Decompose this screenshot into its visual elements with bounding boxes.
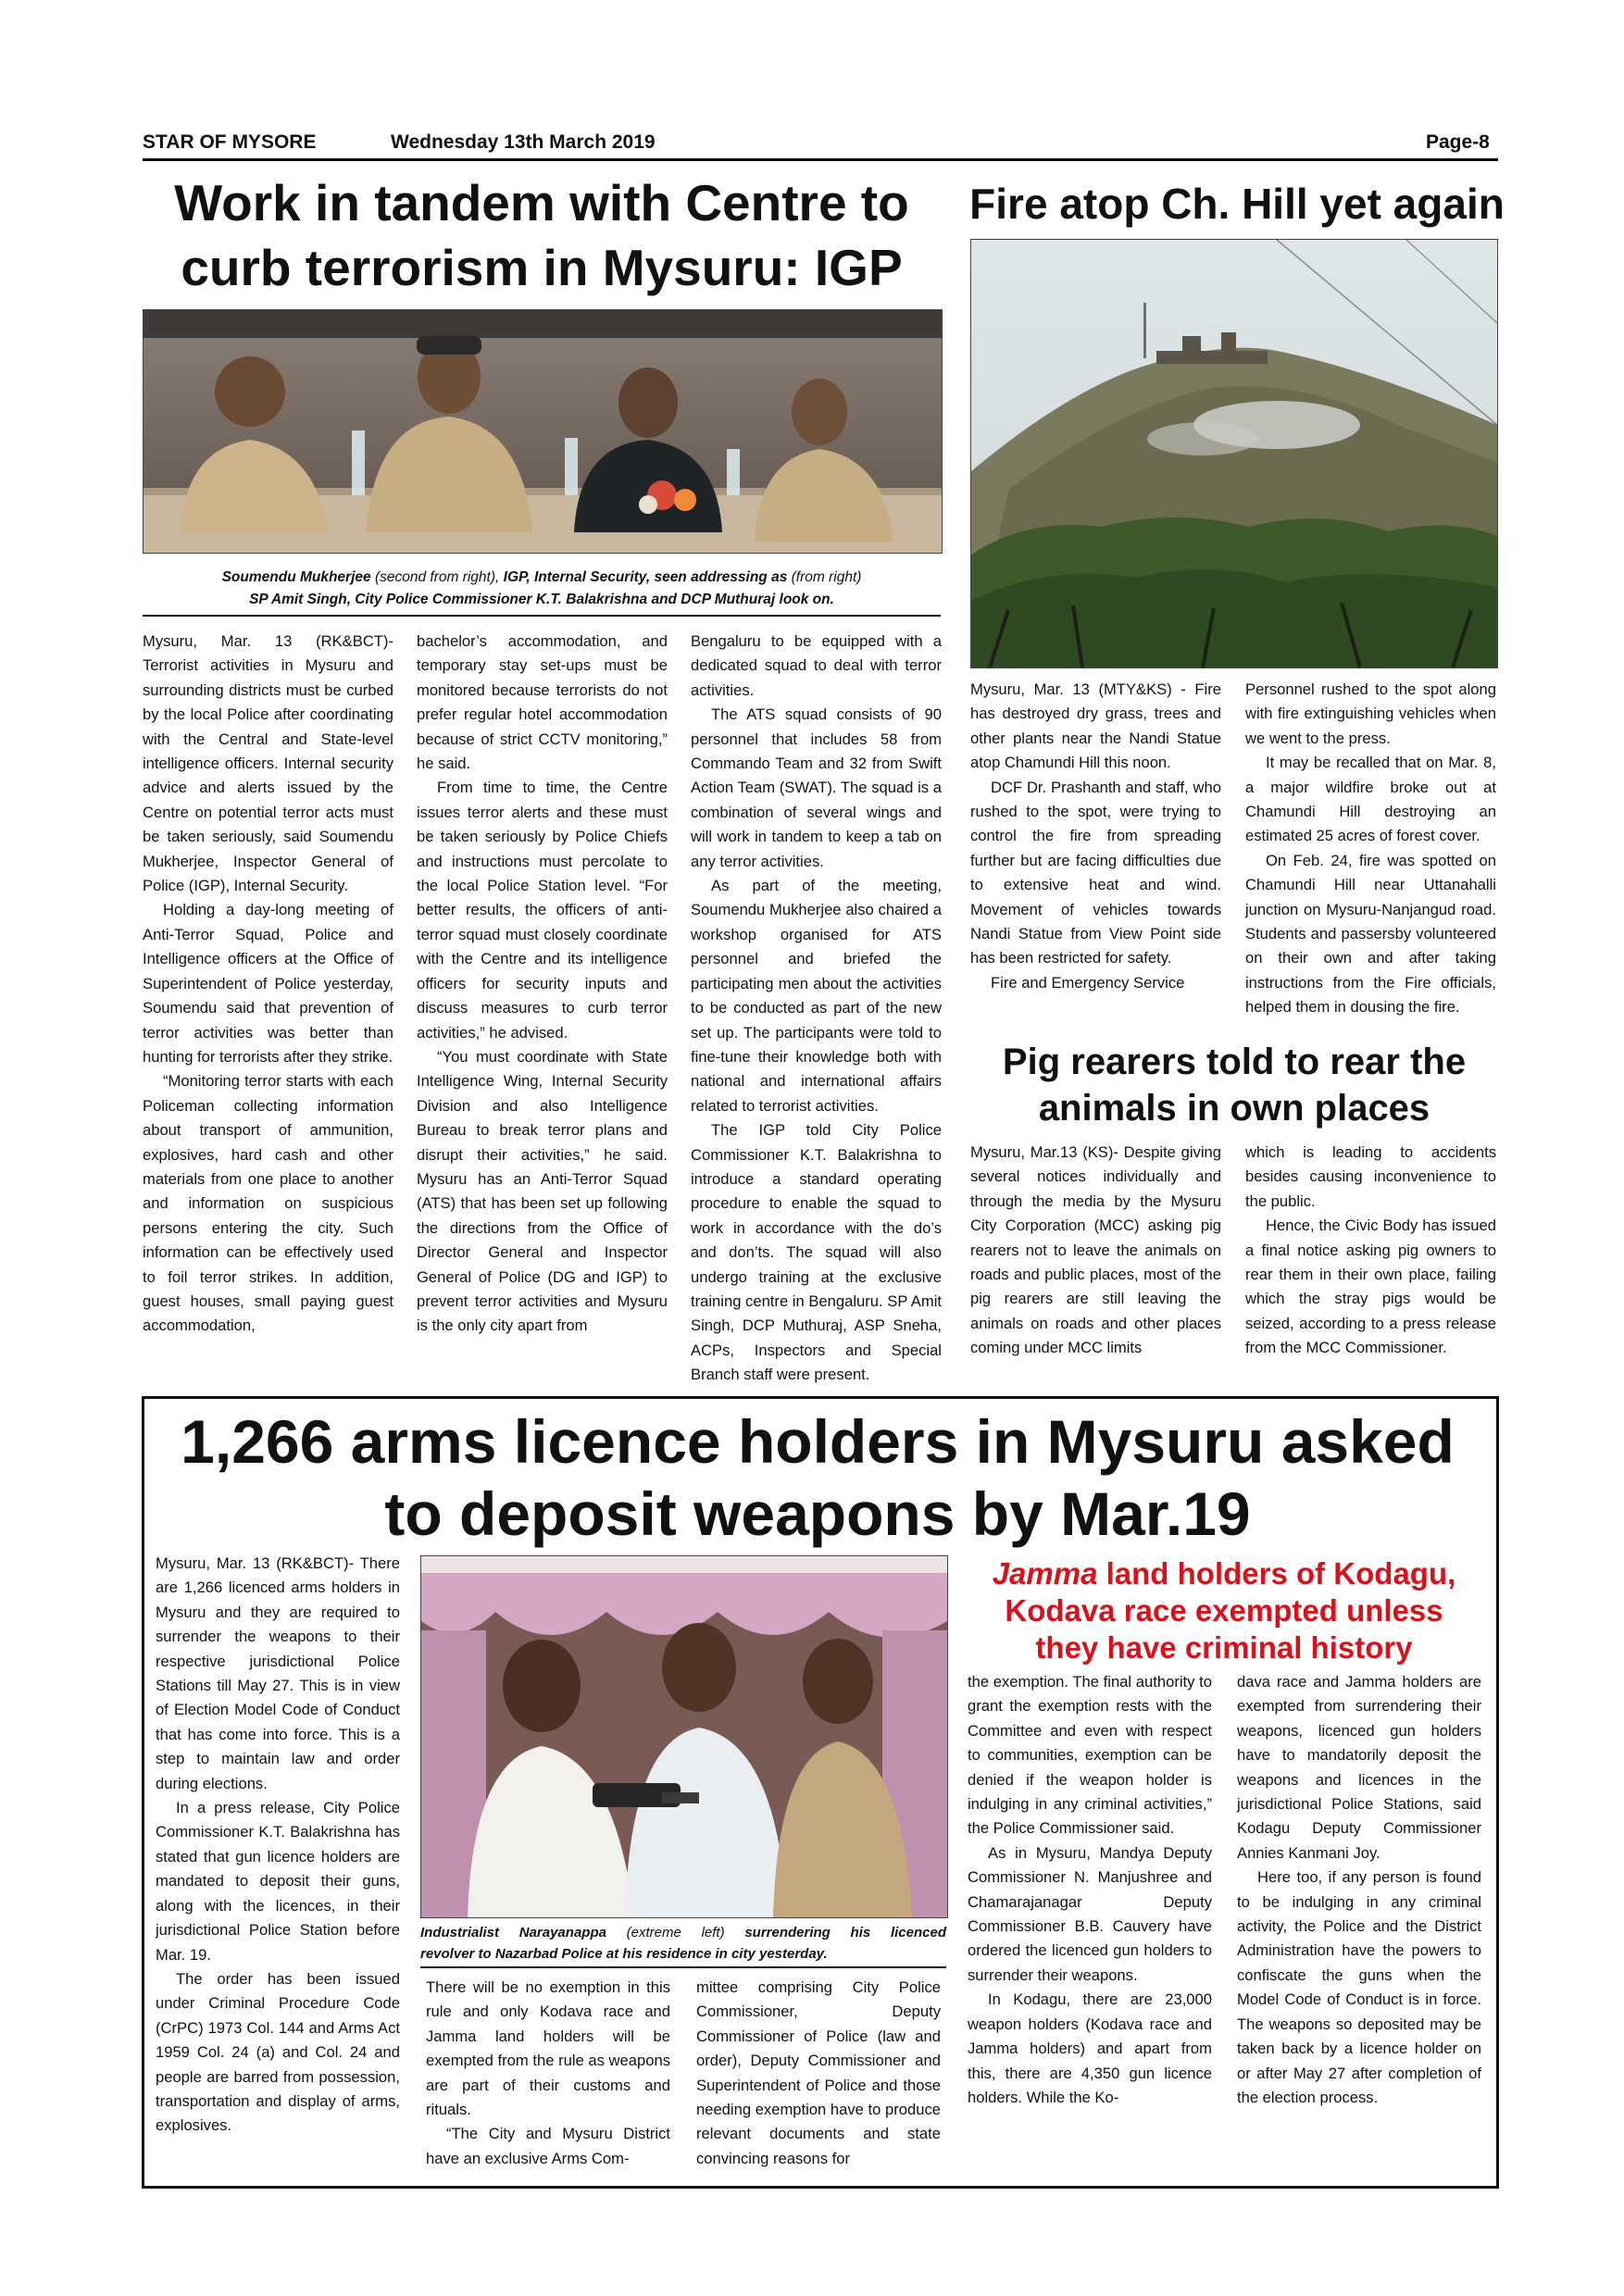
story3-paragraph: which is leading to accidents besides causing inconvenience to the public. (1245, 1143, 1496, 1210)
arms-caption-rule (420, 1966, 946, 1968)
igp-meeting-photo (143, 309, 943, 554)
story1-headline-line1: Work in tandem with Centre to (174, 174, 909, 231)
story2-column-2 (1245, 678, 1496, 1020)
story1-paragraph: “Monitoring terror starts with each Policeman collecting information about transport of ammunition, explosives, hard cash and other materials from one place to another and information on suspicious persons entering the city. Such information can be effectively used to foil terror strikes. In addition, guest houses, small paying guest accommodation, (143, 1072, 394, 1335)
kodagu-sub-headline-line3: they have criminal history (1035, 1630, 1413, 1665)
story4-headline (144, 1405, 1491, 1550)
igp-meeting-photo-art (144, 310, 942, 553)
story4-column-3 (696, 1976, 941, 2171)
caption-role: IGP, Internal Security, seen addressing as (503, 569, 788, 585)
story3-headline-line1: Pig rearers told to rear the (1002, 1042, 1467, 1082)
arms-caption-line2: revolver to Nazarbad Police at his residence in city yesterday. (420, 1946, 828, 1962)
story4-paragraph: dava race and Jamma holders are exempted from surrendering their weapons, licenced gun holders have to mandatorily deposit the weapons and licences in the jurisdictional Police Stations, said Kodagu Deputy Commissioner Annies Kanmani Joy. (1237, 1673, 1481, 1862)
story1-headline (139, 170, 944, 300)
story4-paragraph: There will be no exemption in this rule and only Kodava race and Jamma land holders will be exempted from the rule as weapons are part of their customs and rituals. (426, 1978, 670, 2119)
story1-paragraph: As part of the meeting, Soumendu Mukherjee also chaired a workshop organised for ATS personnel and briefed the participating men about the activities to be conducted as part of the new set up. The participants were told to fine-tune their knowledge both with national and international affairs related to terrorist activities. (691, 877, 942, 1115)
story2-paragraph: Mysuru, Mar. 13 (MTY&KS) - Fire has destroyed dry grass, trees and other plants near the Nandi Statue atop Chamundi Hill this noon. (970, 680, 1221, 772)
story2-paragraph: On Feb. 24, fire was spotted on Chamundi Hill near Uttanahalli junction on Mysuru-Nanjangud road. Students and passersby volunteered on their own and after taking instructions from the Fire officials, helped them in dousing the fire. (1245, 851, 1496, 1017)
story3-headline (968, 1039, 1500, 1131)
story1-paragraph: Mysuru, Mar. 13 (RK&BCT)- Terrorist activities in Mysuru and surrounding districts must be curbed by the local Police after coordinating with the Central and State-level intelligence officers. Internal security advice and alerts issued by the Centre on potential terror acts must be taken seriously, said Soumendu Mukherjee, Inspector General of Police (IGP), Internal Security. (143, 632, 394, 895)
story2-paragraph: Personnel rushed to the spot along with fire extinguishing vehicles when we went to the press. (1245, 680, 1496, 747)
story1-column-1 (143, 630, 394, 1339)
story4-column-4 (968, 1670, 1212, 2110)
caption-rule (143, 615, 941, 617)
story3-paragraph: Hence, the Civic Body has issued a final notice asking pig owners to rear them in their own place, failing which the stray pigs would be seized, according to a press release from the MCC Commissioner. (1245, 1217, 1496, 1357)
kodagu-sub-headline-line2: Kodava race exempted unless (1005, 1593, 1443, 1628)
story1-column-3 (691, 630, 942, 1388)
chamundi-hill-photo-art (971, 240, 1497, 668)
story2-column-1 (970, 678, 1221, 995)
arms-caption-aside: (extreme left) (606, 1925, 745, 1940)
story1-paragraph: From time to time, the Centre issues terror alerts and these must be taken seriously by Police Chiefs and instructions must percolate to the local Police Station level. “For better results, the officers of anti-terror squad must closely coordinate with the Centre and its intelligence officers for security inputs and discuss measures to curb terror activities,” he advised. (417, 779, 668, 1042)
arms-caption-action: surrendering his licenced (744, 1925, 946, 1940)
story4-paragraph: Mysuru, Mar. 13 (RK&BCT)- There are 1,266 licenced arms holders in Mysuru and they are required to surrender the weapons to their respective jurisdictional Police Stations till May 27. This is in view of Election Model Code of Conduct that has come into force. This is a step to maintain law and order during elections. (156, 1554, 400, 1792)
story4-column-2 (426, 1976, 670, 2171)
kodagu-line1-rest: land holders of Kodagu, (1097, 1556, 1456, 1591)
igp-caption-line1 (143, 567, 941, 589)
arms-surrender-photo-art (421, 1556, 947, 1917)
jamma-word: Jamma (992, 1556, 1098, 1591)
story1-headline-line2: curb terrorism in Mysuru: IGP (181, 239, 903, 296)
story3-column-1 (970, 1141, 1221, 1361)
story4-paragraph: In a press release, City Police Commissioner K.T. Balakrishna has stated that gun licence holders are mandated to deposit their guns, along with the licences, in their jurisdictional Police Station before Mar. 19. (156, 1799, 400, 1964)
chamundi-hill-photo (970, 239, 1498, 668)
igp-photo-caption (143, 567, 941, 611)
story4-paragraph: “The City and Mysuru District have an exclusive Arms Com- (426, 2125, 670, 2167)
story1-paragraph: Bengaluru to be equipped with a dedicated squad to deal with terror activities. (691, 632, 942, 699)
story2-paragraph: DCF Dr. Prashanth and staff, who rushed to the spot, were trying to control the fire from spreading further but are facing difficulties due to extensive heat and wind. Movement of vehicles towards Nandi Statue from View Point side has been restricted for safety. (970, 778, 1221, 967)
story3-paragraph: Mysuru, Mar.13 (KS)- Despite giving several notices individually and through the media by the Mysuru City Corporation (MCC) asking pig rearers not to leave the animals on roads and public places, most of the pig rearers are still leaving the animals on roads and other places coming under MCC limits (970, 1143, 1221, 1357)
arms-caption-name: Industrialist Narayanappa (420, 1925, 606, 1940)
caption-aside-1: (second from right), (370, 569, 504, 585)
header-rule (143, 158, 1498, 161)
kodagu-sub-headline-line1 (959, 1555, 1489, 1592)
story2-paragraph: It may be recalled that on Mar. 8, a major wildfire broke out at Chamundi Hill destroying an estimated 25 acres of forest cover. (1245, 754, 1496, 845)
story1-paragraph: The IGP told City Police Commissioner K.T. Balakrishna to introduce a standard operating procedure to enable the squad to work in accordance with the do’s and don’ts. The squad will also undergo training at the exclusive training centre in Bengaluru. SP Amit Singh, DCP Muthuraj, ASP Sneha, ACPs, Inspectors and Special Branch staff were present. (691, 1121, 942, 1384)
story3-headline-line2: animals in own places (1038, 1088, 1430, 1129)
story4-paragraph: mittee comprising City Police Commissioner, Deputy Commissioner of Police (law and order), Deputy Commissioner and Superintendent of Police and those needing exemption have to produce relevant documents and state convincing reasons for (696, 1978, 941, 2167)
caption-aside-2: (from right) (787, 569, 862, 585)
story4-paragraph: the exemption. The final authority to grant the exemption rests with the Committee and even with respect to communities, exemption can be denied if the weapon holder is indulging in any criminal activities,” the Police Commissioner said. (968, 1673, 1212, 1838)
story4-paragraph: As in Mysuru, Mandya Deputy Commissioner N. Manjushree and Chamarajanagar Deputy Commissioner B.B. Cauvery have ordered the licenced gun holders to surrender their weapons. (968, 1843, 1212, 1984)
story4-column-1 (156, 1552, 400, 2139)
story4-column-5 (1237, 1670, 1481, 2110)
story4-headline-line1: 1,266 arms licence holders in Mysuru asked (181, 1407, 1455, 1476)
paper-name: STAR OF MYSORE (143, 131, 317, 153)
story3-column-2 (1245, 1141, 1496, 1361)
story1-column-2 (417, 630, 668, 1339)
caption-person-name: Soumendu Mukherjee (221, 569, 371, 585)
arms-caption-line1 (420, 1922, 946, 1943)
issue-date: Wednesday 13th March 2019 (391, 131, 656, 153)
story1-paragraph: bachelor’s accommodation, and temporary stay set-ups must be monitored because terrorists do not prefer regular hotel accommodation because of strict CCTV monitoring,” he said. (417, 632, 668, 773)
story2-paragraph: Fire and Emergency Service (991, 973, 1185, 992)
kodagu-sub-headline (959, 1555, 1489, 1666)
story1-paragraph: Holding a day-long meeting of Anti-Terror Squad, Police and Intelligence officers at the Office of Superintendent of Police yesterday, Soumendu said that prevention of terror activities was better than hunting for terrorists after they strike. (143, 901, 394, 1066)
story1-paragraph: “You must coordinate with State Intelligence Wing, Internal Security Division and also Intelligence Bureau to break terror plans and disrupt their activities,” he said. Mysuru has an Anti-Terror Squad (ATS) that has been set up following the directions from the Office of Director General and Inspector General of Police (DG and IGP) to prevent terror activities and Mysuru is the only city apart from (417, 1047, 668, 1335)
arms-surrender-photo (420, 1555, 948, 1918)
arms-photo-caption (420, 1922, 946, 1965)
story2-headline: Fire atop Ch. Hill yet again (969, 180, 1505, 228)
story4-headline-line2: to deposit weapons by Mar.19 (384, 1479, 1251, 1548)
story4-paragraph: Here too, if any person is found to be indulging in any criminal activity, the Police and the District Administration have the powers to confiscate the guns when the Model Code of Conduct is in force. The weapons so deposited may be taken back by a licence holder on or after May 27 after completion of the election process. (1237, 1868, 1481, 2106)
igp-caption-line2: SP Amit Singh, City Police Commissioner K.T. Balakrishna and DCP Muthuraj look on. (249, 592, 834, 607)
story4-paragraph: The order has been issued under Criminal Procedure Code (CrPC) 1973 Col. 144 and Arms Act 1959 Col. 24 (a) and Col. 24 and people are barred from possession, transportation and display of arms, explosives. (156, 1969, 400, 2135)
page-number: Page-8 (1426, 131, 1490, 153)
story4-paragraph: In Kodagu, there are 23,000 weapon holders (Kodava race and Jamma holders) and apart from this, there are 4,350 gun licence holders. While the Ko- (968, 1990, 1212, 2106)
story1-paragraph: The ATS squad consists of 90 personnel that includes 58 from Commando Team and 32 from Swift Action Team (SWAT). The squad is a combination of several wings and will work in tandem to keep a tab on any terror activities. (691, 705, 942, 870)
